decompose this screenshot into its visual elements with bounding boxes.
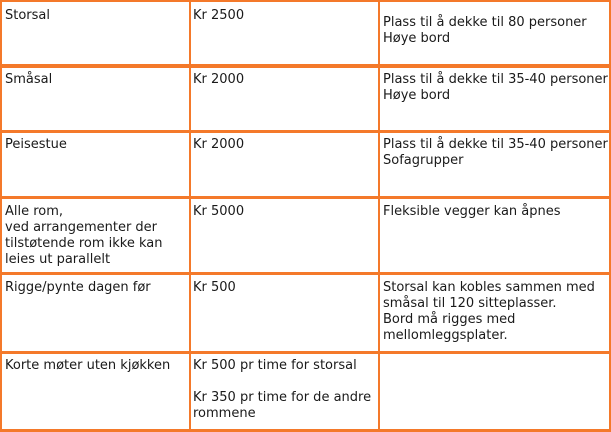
cell-text: Kr 500 [193,280,236,295]
cell-text: Sofagrupper [383,153,464,168]
table-border [0,196,611,199]
cell-text: Kr 5000 [193,204,245,219]
cell-text: Plass til å dekke til 80 personer [383,15,587,30]
cell-text: Kr 350 pr time for de andre [193,390,372,405]
table-border [0,0,611,2]
table-cell-room [5,72,52,88]
table-cell-notes [383,72,608,104]
table-cell-price [193,137,244,153]
table-border [0,64,611,68]
cell-text: Plass til å dekke til 35-40 personer [383,72,608,87]
cell-text: Kr 500 pr time for storsal [193,358,357,373]
table-cell-price [193,358,371,422]
table-border [0,272,611,275]
cell-spacer [193,374,371,390]
cell-text: Peisestue [5,137,67,152]
table-cell-notes [383,280,595,344]
cell-text: Alle rom, [5,204,64,219]
table-cell-notes [383,15,587,47]
cell-text: Småsal [5,72,53,87]
table-cell-notes [383,137,608,169]
table-border [0,0,2,432]
cell-text: tilstøtende rom ikke kan [5,236,163,251]
cell-text: Rigge/pynte dagen før [5,280,151,295]
cell-text: Kr 2000 [193,72,245,87]
table-border [378,0,380,432]
table-cell-price [193,8,244,24]
table-cell-room [5,204,163,268]
table-border [189,0,191,432]
cell-text: mellomleggsplater. [383,328,508,343]
cell-text: småsal til 120 sitteplasser. [383,296,557,311]
table-cell-room [5,280,151,296]
cell-text: Storsal [5,8,50,23]
table-cell-room [5,137,67,153]
cell-text: ved arrangementer der [5,220,158,235]
table-cell-price [193,204,244,220]
cell-text: leies ut parallelt [5,252,111,267]
cell-text: Kr 2500 [193,8,245,23]
cell-text: rommene [193,406,256,421]
table-border [0,351,611,354]
cell-text: Korte møter uten kjøkken [5,358,171,373]
cell-text: Plass til å dekke til 35-40 personer [383,137,608,152]
cell-text: Kr 2000 [193,137,245,152]
table-cell-price [193,72,244,88]
table-cell-notes [383,204,561,220]
cell-text: Høye bord [383,88,451,103]
cell-text: Fleksible vegger kan åpnes [383,204,561,219]
table-cell-room [5,358,170,374]
table-cell-room [5,8,50,24]
table-border [0,130,611,133]
cell-text: Storsal kan kobles sammen med [383,280,595,295]
table-cell-price [193,280,236,296]
cell-text: Bord må rigges med [383,312,516,327]
cell-text: Høye bord [383,31,451,46]
